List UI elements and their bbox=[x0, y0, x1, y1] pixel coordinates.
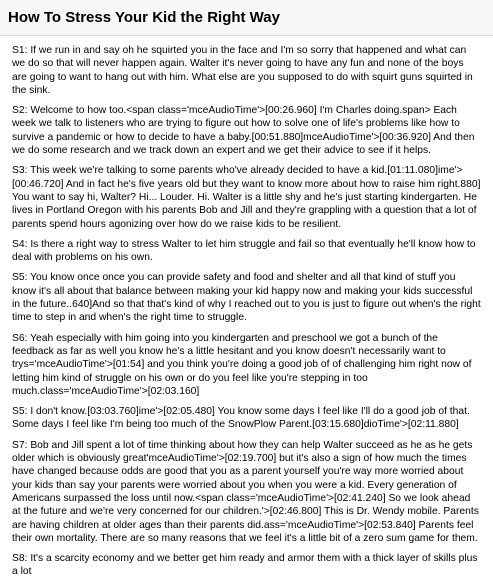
transcript-paragraph: S1: If we run in and say oh he squirted you in the face and I'm so sorry that happened and what can we do so that will never happen again. Walter it's never going to have any fun and none of the boys are going to want to hang out with him. What else are you supposed to do with squirt guns squirted in the sink. bbox=[12, 45, 473, 96]
page-title: How To Stress Your Kid the Right Way bbox=[8, 9, 280, 26]
transcript-paragraph: S7: Bob and Jill spent a lot of time thinking about how they can help Walter succeed as he as he gets older which is obviously great'mceAudioTime'>[02:19.700] but it's also a sign of how much the times have changed because odds are good that you as a parent yourself you're way more worried about your kids than say your parents were worried about you when you were a kid. Every generation of Americans surpassed the loss until now.<span class='mceAudioTime'>[02:41.240] So we look ahead at the future and we're very concerned for our children.'>[02:46.800] This is Dr. Wendy mobile. Parents are having children at older ages than their parents did.ass='mceAudioTime'>[02:53.840] Parents feel their own mortality. There are so many reasons that we feel it's a little bit of a zero sum game for them. bbox=[12, 439, 479, 544]
transcript-paragraph: S5: I don't know.[03:03.760]ime'>[02:05.480] You know some days I feel like I'll do a good job of that. Some days I feel like I'm being too much of the SnowPlow Parent.[03:15.680]dioTime'>[02:11.880] bbox=[12, 406, 470, 431]
transcript-paragraph: S6: Yeah especially with him going into you kindergarten and preschool we got a bunch of the feedback as far as well you know he's a little hesitant and you know doesn't necessarily want to trys='mceAudioTime'>[01:54] and you think you're doing a good job of of challenging him right now of letting him kind of struggle on his own or do you feel like you're stepping in too much.class='mceAudioTime'>[02:03.160] bbox=[12, 332, 472, 397]
transcript-paragraph: S2: Welcome to how too.<span class='mceAudioTime'>[00:26.960] I'm Charles doing.span> Each week we talk to listeners who are trying to figure out how to solve one of life's problems like how to survive a pandemic or how to decide to have a baby.[00:51.880]mceAudioTime'>[00:36.920] And then we do some research and we track down an expert and we get their advice to see if it helps. bbox=[12, 105, 475, 157]
page-header bbox=[0, 0, 493, 36]
transcript-paragraph: S3: This week we're talking to some parents who've already decided to have a kid.[01:11.080]ime'>[00:46.720] And in fact he's five years old but they want to know more about how to raise him right.880] You want to say hi, Walter? Hi... Louder. Hi. Walter is a little shy and he's just starting kindergarten. He lives in Portland Oregon with his parents Bob and Jill and they're grappling with a question that a lot of parents spend hours agonizing over how do we raise kids to be resilient. bbox=[12, 165, 481, 230]
transcript-paragraph: S5: You know once once you can provide safety and food and shelter and all that kind of stuff you know it's all about that balance between making your kid happy now and making your kids successful in the future..640]And so that that's kind of why I reached out to you is just to figure out when's the right time to step in and when's the right time to struggle. bbox=[12, 272, 481, 324]
transcript-paragraph: S8: It's a scarcity economy and we better get him ready and armor them with a thick layer of skills plus a lot bbox=[12, 553, 478, 578]
transcript-paragraph: S4: Is there a right way to stress Walter to let him struggle and fail so that eventually he'll know how to deal with problems on his own. bbox=[12, 238, 476, 264]
transcript-body bbox=[0, 36, 493, 579]
